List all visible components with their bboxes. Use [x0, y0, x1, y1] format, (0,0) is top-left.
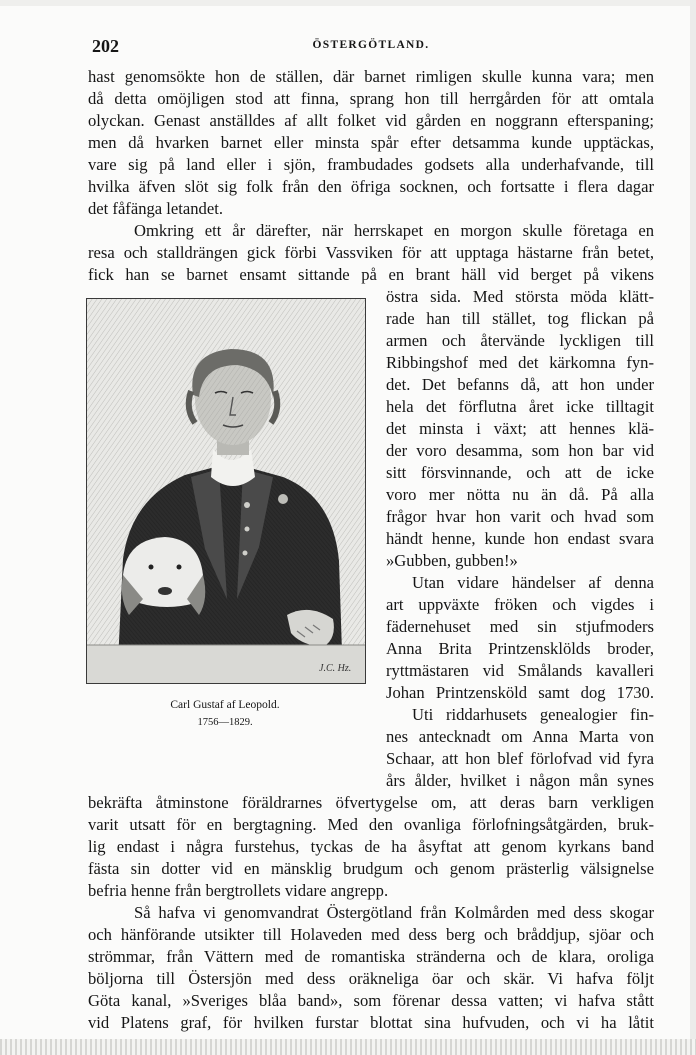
text-line: böljorna till Östersjön med dess oräkneliga öar och skär. Vi hafva följt	[88, 969, 654, 988]
text-line: det. Det befanns då, att hon under	[386, 375, 654, 394]
text-line: Ribbingshof med det kärkomna fyn-	[386, 353, 654, 372]
figure-caption-years: 1756—1829.	[197, 717, 253, 728]
text-line: det minsta i växt; att hennes klä-	[386, 419, 654, 438]
text-line: sitt försvinnande, och att de icke	[386, 463, 654, 482]
text-line: Så hafva vi genomvandrat Östergötland från Kolmården med dess skogar	[134, 903, 654, 922]
text-line: östra sida. Med största möda klätt-	[386, 287, 654, 306]
text-line: voro mer nötta nu än då. På alla	[386, 485, 654, 504]
text-line: frågor hvar hon varit och hvad som	[386, 507, 654, 526]
scan-edge-top	[0, 0, 696, 6]
figure-caption-name: Carl Gustaf af Leopold.	[170, 699, 280, 711]
text-line: strömmar, från Vättern med de romantiska stränderna och de klara, oroliga	[88, 947, 654, 966]
text-line: vid Platens graf, för hvilken furstar blottat sina hufvuden, och vi ha låtit	[88, 1013, 654, 1032]
text-line: lig endast i några furstehus, tyckas de ha åsyftat att genom kyrkans band	[88, 837, 654, 856]
text-line: der voro desamma, som hon bar vid	[386, 441, 654, 460]
text-line: hvilka äfven slöt sig folk från den öfriga socknen, och fortsatte i flera dagar	[88, 177, 654, 196]
text-line: armen och återvände lyckligen till	[386, 331, 654, 350]
text-line: då detta omöjligen stod att finna, sprang hon till herrgården för att omtala	[88, 89, 654, 108]
text-line: Schaar, att hon blef förlofvad vid fyra	[386, 749, 654, 768]
text-line: rade han till stället, tog flickan på	[386, 309, 654, 328]
text-line: det fåfänga letandet.	[88, 199, 223, 218]
text-line: hela det förflutna året icke tilltagit	[386, 397, 654, 416]
text-line: hast genomsökte hon de ställen, där barnet rimligen skulle kunna vara; men	[88, 67, 654, 86]
running-header	[88, 36, 654, 56]
text-line: men då hvarken barnet eller minsta spår efter detsamma kunde upptäckas,	[88, 133, 654, 152]
text-line: års ålder, hvilket i någon mån synes	[386, 771, 654, 790]
text-line: fick han se barnet ensamt sittande på en brant häll vid berget på vikens	[88, 265, 654, 284]
engraver-signature: J.C. Hz.	[319, 663, 352, 674]
text-line: varit utsatt för en bergtagning. Med den ovanliga förlofningsåtgärden, bruk-	[88, 815, 654, 834]
text-line: Göta kanal, »Sveriges blåa band», som förenar dessa vatten; vi hafva stått	[88, 991, 654, 1010]
text-line: Utan vidare händelser af denna	[412, 573, 654, 592]
text-line: fädernehuset med sin stjufmoders	[386, 617, 654, 636]
text-line: Johan Printzensköld samt dog 1730.	[386, 683, 654, 702]
scan-edge-bottom	[0, 1039, 696, 1055]
text-line: händt henne, kunde hon endast svara	[386, 529, 654, 548]
portrait-illustration	[87, 299, 365, 683]
text-line: befria henne från bergtrollets vidare angrepp.	[88, 881, 389, 900]
page-number: 202	[92, 36, 119, 56]
text-line: vare sig på land eller i sjön, frambudades godsets alla underhafvande, till	[88, 155, 654, 174]
text-line: olyckan. Genast anställdes af allt folket vid gården en noggrann efterspaning;	[88, 111, 654, 130]
text-line: fästa sin dotter vid en mänsklig brudgum och genom prästerlig välsignelse	[88, 859, 654, 878]
text-line: ryttmästaren vid Smålands kavalleri	[386, 661, 654, 680]
portrait-engraving	[86, 298, 366, 684]
text-line: Anna Brita Printzensklölds broder,	[386, 639, 654, 658]
running-title: ÖSTERGÖTLAND.	[312, 39, 430, 51]
text-line: nes antecknadt om Anna Marta von	[386, 727, 654, 746]
text-line: »Gubben, gubben!»	[386, 551, 518, 570]
text-line: Uti riddarhusets genealogier fin-	[412, 705, 654, 724]
scan-edge-right	[690, 0, 696, 1055]
text-line: bekräfta åtminstone föräldrarnes öfvertygelse om, att deras barn verkligen	[88, 793, 654, 812]
text-line: art uppväxte fröken och vigdes i	[386, 595, 654, 614]
text-line: och hänförande utsikter till Holaveden med dess berg och bråddjup, sjöar och	[88, 925, 654, 944]
text-line: resa och stalldrängen gick förbi Vassviken för att upptaga hästarne från betet,	[88, 243, 654, 262]
text-line: Omkring ett år därefter, när herrskapet en morgon skulle företaga en	[134, 221, 654, 240]
